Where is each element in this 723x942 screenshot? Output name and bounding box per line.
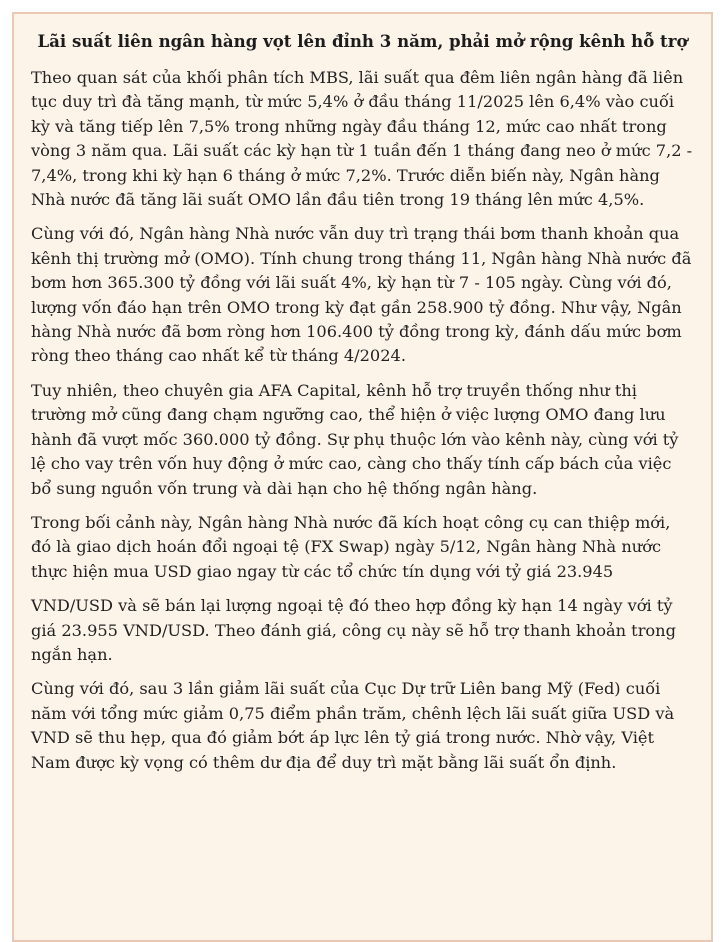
paragraph-2: Cùng với đó, Ngân hàng Nhà nước vẫn duy trì trạng thái bơm thanh khoản qua kênh thị trường mở (OMO). Tính chung trong tháng 11, Ngân hàng Nhà nước đã bơm hơn 365.300 tỷ đồng với lãi suất 4%, kỳ hạn từ 7 - 105 ngày. Cùng với đó, lượng vốn đáo hạn trên OMO trong kỳ đạt gần 258.900 tỷ đồng. Như vậy, Ngân hàng Nhà nước đã bơm ròng hơn 106.400 tỷ đồng trong kỳ, đánh dấu mức bơm ròng theo tháng cao nhất kể từ tháng 4/2024. — [31, 224, 692, 366]
paragraph-6: Cùng với đó, sau 3 lần giảm lãi suất của Cục Dự trữ Liên bang Mỹ (Fed) cuối năm với tổng mức giảm 0,75 điểm phần trăm, chênh lệch lãi suất giữa USD và VND sẽ thu hẹp, qua đó giảm bớt áp lực lên tỷ giá trong nước. Nhờ vậy, Việt Nam được kỳ vọng có thêm dư địa để duy trì mặt bằng lãi suất ổn định. — [31, 679, 675, 772]
article-box — [12, 12, 713, 942]
paragraph-5: VND/USD và sẽ bán lại lượng ngoại tệ đó theo hợp đồng kỳ hạn 14 ngày với tỷ giá 23.955 VND/USD. Theo đánh giá, công cụ này sẽ hỗ trợ thanh khoản trong ngắn hạn. — [31, 596, 676, 664]
article-title: Lãi suất liên ngân hàng vọt lên đỉnh 3 năm, phải mở rộng kênh hỗ trợ — [37, 31, 688, 51]
paragraph-3: Tuy nhiên, theo chuyên gia AFA Capital, kênh hỗ trợ truyền thống như thị trường mở cũng đang chạm ngưỡng cao, thể hiện ở việc lượng OMO đang lưu hành đã vượt mốc 360.000 tỷ đồng. Sự phụ thuộc lớn vào kênh này, cùng với tỷ lệ cho vay trên vốn huy động ở mức cao, càng cho thấy tính cấp bách của việc bổ sung nguồn vốn trung và dài hạn cho hệ thống ngân hàng. — [31, 380, 679, 498]
paragraph-1: Theo quan sát của khối phân tích MBS, lãi suất qua đêm liên ngân hàng đã liên tục duy trì đà tăng mạnh, từ mức 5,4% ở đầu tháng 11/2025 lên 6,4% vào cuối kỳ và tăng tiếp lên 7,5% trong những ngày đầu tháng 12, mức cao nhất trong vòng 3 năm qua. Lãi suất các kỳ hạn từ 1 tuần đến 1 tháng đang neo ở mức 7,2 - 7,4%, trong khi kỳ hạn 6 tháng ở mức 7,2%. Trước diễn biến này, Ngân hàng Nhà nước đã tăng lãi suất OMO lần đầu tiên trong 19 tháng lên mức 4,5%. — [31, 68, 693, 210]
paragraph-4: Trong bối cảnh này, Ngân hàng Nhà nước đã kích hoạt công cụ can thiệp mới, đó là giao dịch hoán đổi ngoại tệ (FX Swap) ngày 5/12, Ngân hàng Nhà nước thực hiện mua USD giao ngay từ các tổ chức tín dụng với tỷ giá 23.945 — [31, 512, 671, 581]
